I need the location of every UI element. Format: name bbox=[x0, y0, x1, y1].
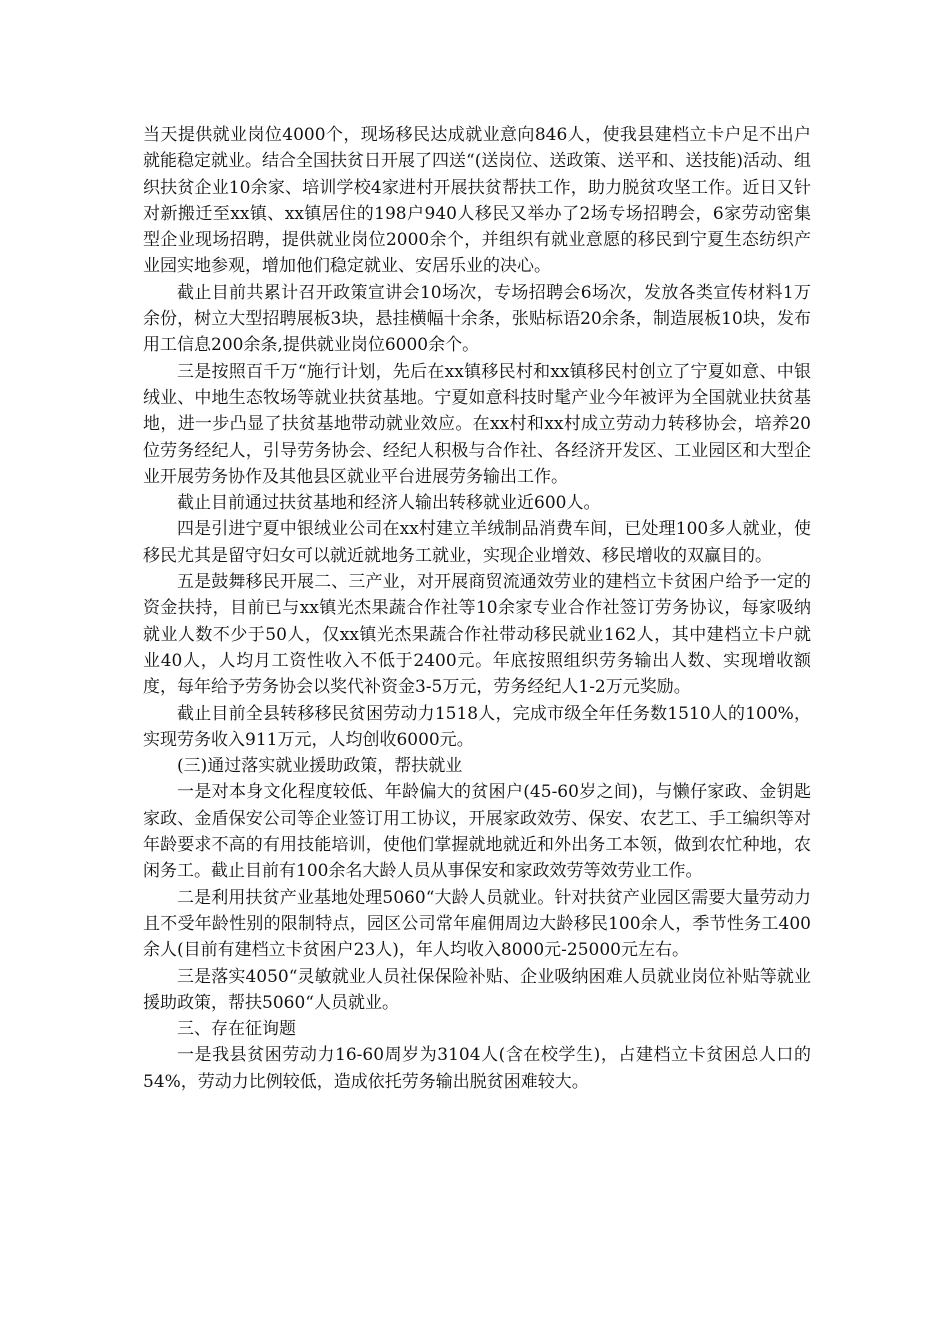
paragraph: 三是按照百千万“施行计划，先后在xx镇移民村和xx镇移民村创立了宁夏如意、中银绒业、中地生态牧场等就业扶贫基地。宁夏如意科技时髦产业今年被评为全国就业扶贫基地，进一步凸显了扶贫基地带动就业效应。在xx村和xx村成立劳动力转移协会，培养20位劳务经纪人，引导劳务协会、经纪人积极与合作社、各经济开发区、工业园区和大型企业开展劳务协作及其他县区就业平台进展劳务输出工作。 bbox=[143, 361, 811, 487]
paragraph: 截止目前全县转移移民贫困劳动力1518人，完成市级全年任务数1510人的100%，实现劳务收入911万元，人均创收6000元。 bbox=[143, 703, 811, 750]
section-heading: 三、存在征询题 bbox=[177, 1019, 296, 1040]
paragraph: 一是对本身文化程度较低、年龄偏大的贫困户(45-60岁之间)，与懒仔家政、金钥匙家政、金盾保安公司等企业签订用工协议，开展家政效劳、保安、农艺工、手工编织等对年龄要求不高的有用技能培训，使他们掌握就地就近和外出务工本领，做到农忙种地，农闲务工。截止目前有100余名大龄人员从事保安和家政效劳等效劳业工作。 bbox=[143, 782, 811, 882]
paragraph: 三是落实4050“灵敏就业人员社保保险补贴、企业吸纳困难人员就业岗位补贴等就业援助政策，帮扶5060“人员就业。 bbox=[143, 966, 811, 1013]
section-heading: (三)通过落实就业援助政策，帮扶就业 bbox=[177, 756, 463, 777]
paragraph: 一是我县贫困劳动力16-60周岁为3104人(含在校学生)，占建档立卡贫困总人口的54%，劳动力比例较低，造成依托劳务输出脱贫困难较大。 bbox=[143, 1045, 811, 1092]
document-body bbox=[143, 122, 811, 1095]
paragraph: 截止目前共累计召开政策宣讲会10场次，专场招聘会6场次，发放各类宣传材料1万余份，树立大型招聘展板3块，悬挂横幅十余条，张贴标语20余条，制造展板10块，发布用工信息200余条,提供就业岗位6000余个。 bbox=[143, 282, 811, 356]
paragraph: 当天提供就业岗位4000个，现场移民达成就业意向846人，使我县建档立卡户足不出户就能稳定就业。结合全国扶贫日开展了四送“(送岗位、送政策、送平和、送技能)活动、组织扶贫企业10余家、培训学校4家进村开展扶贫帮扶工作，助力脱贫攻坚工作。近日又针对新搬迁至xx镇、xx镇居住的198户940人移民又举办了2场专场招聘会，6家劳动密集型企业现场招聘，提供就业岗位2000余个，并组织有就业意愿的移民到宁夏生态纺织产业园实地参观，增加他们稳定就业、安居乐业的决心。 bbox=[143, 125, 811, 277]
paragraph: 四是引进宁夏中银绒业公司在xx村建立羊绒制品消费车间，已处理100多人就业，使移民尤其是留守妇女可以就近就地务工就业，实现企业增效、移民增收的双赢目的。 bbox=[143, 519, 811, 566]
paragraph: 二是利用扶贫产业基地处理5060“大龄人员就业。针对扶贫产业园区需要大量劳动力且不受年龄性别的限制特点，园区公司常年雇佣周边大龄移民100余人，季节性务工400余人(目前有建档立卡贫困户23人)，年人均收入8000元-25000元左右。 bbox=[143, 887, 811, 961]
paragraph: 五是鼓舞移民开展二、三产业，对开展商贸流通效劳业的建档立卡贫困户给予一定的资金扶持，目前已与xx镇光杰果蔬合作社等10余家专业合作社签订劳务协议，每家吸纳就业人数不少于50人，仅xx镇光杰果蔬合作社带动移民就业162人，其中建档立卡户就业40人，人均月工资性收入不低于2400元。年底按照组织劳务输出人数、实现增收额度，每年给予劳务协会以奖代补资金3-5万元，劳务经纪人1-2万元奖励。 bbox=[143, 572, 811, 698]
paragraph: 截止目前通过扶贫基地和经济人输出转移就业近600人。 bbox=[177, 493, 601, 514]
